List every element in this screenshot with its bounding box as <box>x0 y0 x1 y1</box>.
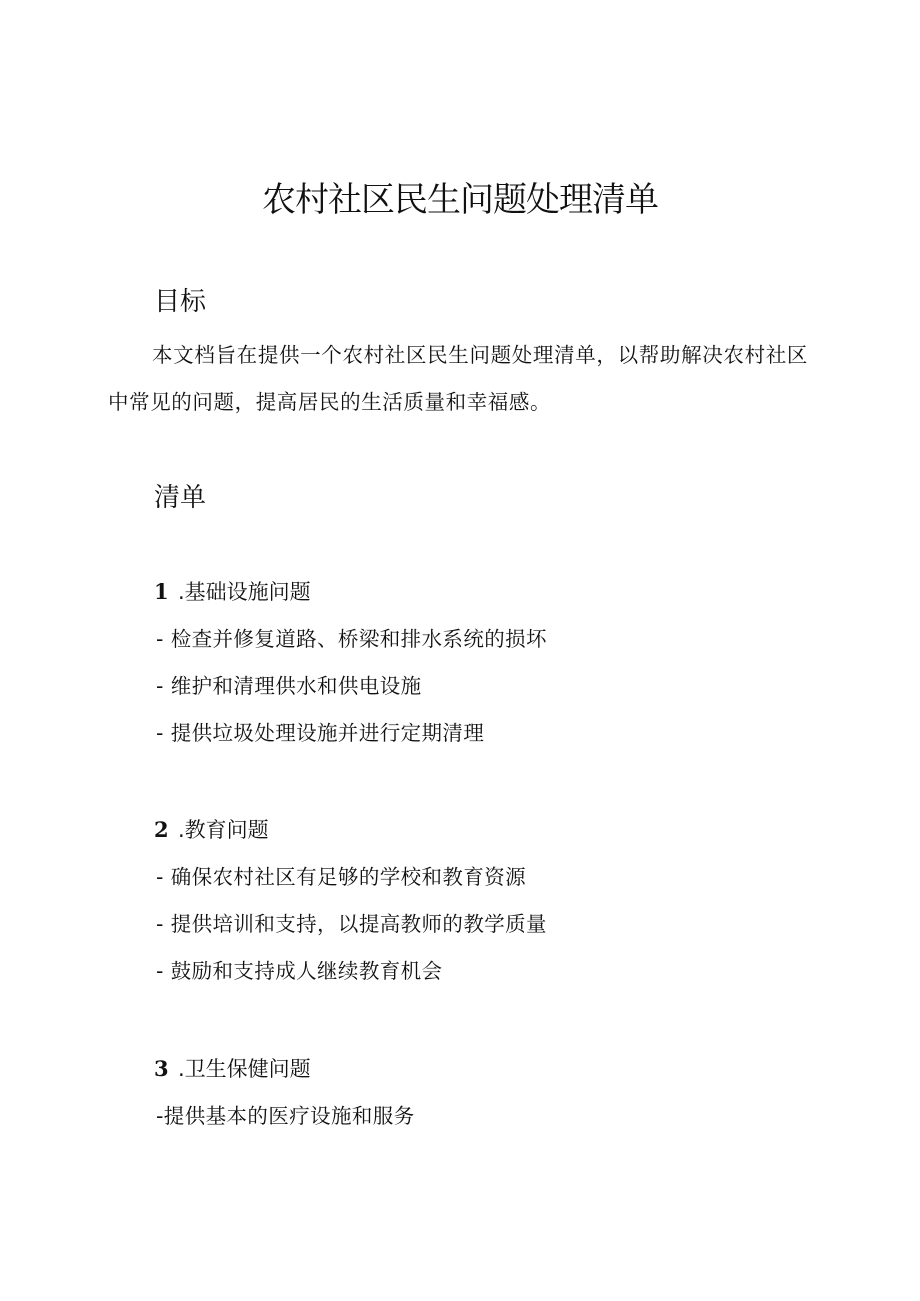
goal-heading: 目标 <box>154 287 207 317</box>
list-item: - 维护和清理供水和供电设施 <box>156 674 422 698</box>
list-item: - 提供垃圾处理设施并进行定期清理 <box>156 721 485 745</box>
section-number: 2 <box>154 817 169 842</box>
section-number: 1 <box>154 579 169 604</box>
list-item: - 提供培训和支持，以提高教师的教学质量 <box>156 912 547 936</box>
section-title: .卫生保健问题 <box>178 1057 311 1081</box>
section-heading <box>154 577 311 607</box>
list-item: - 鼓励和支持成人继续教育机会 <box>156 959 443 983</box>
goal-paragraph: 本文档旨在提供一个农村社区民生问题处理清单，以帮助解决农村社区中常见的问题，提高居民的生活质量和幸福感。 <box>108 343 808 414</box>
section-title: .教育问题 <box>178 818 269 842</box>
document-title: 农村社区民生问题处理清单 <box>262 180 658 220</box>
section-heading <box>154 1054 311 1084</box>
list-item: -提供基本的医疗设施和服务 <box>156 1104 415 1128</box>
section-number: 3 <box>154 1056 169 1081</box>
list-item: - 确保农村社区有足够的学校和教育资源 <box>156 865 527 889</box>
list-item: - 检查并修复道路、桥梁和排水系统的损坏 <box>156 627 547 651</box>
section-title: .基础设施问题 <box>178 580 311 604</box>
list-heading: 清单 <box>154 483 207 513</box>
section-heading <box>154 815 269 845</box>
